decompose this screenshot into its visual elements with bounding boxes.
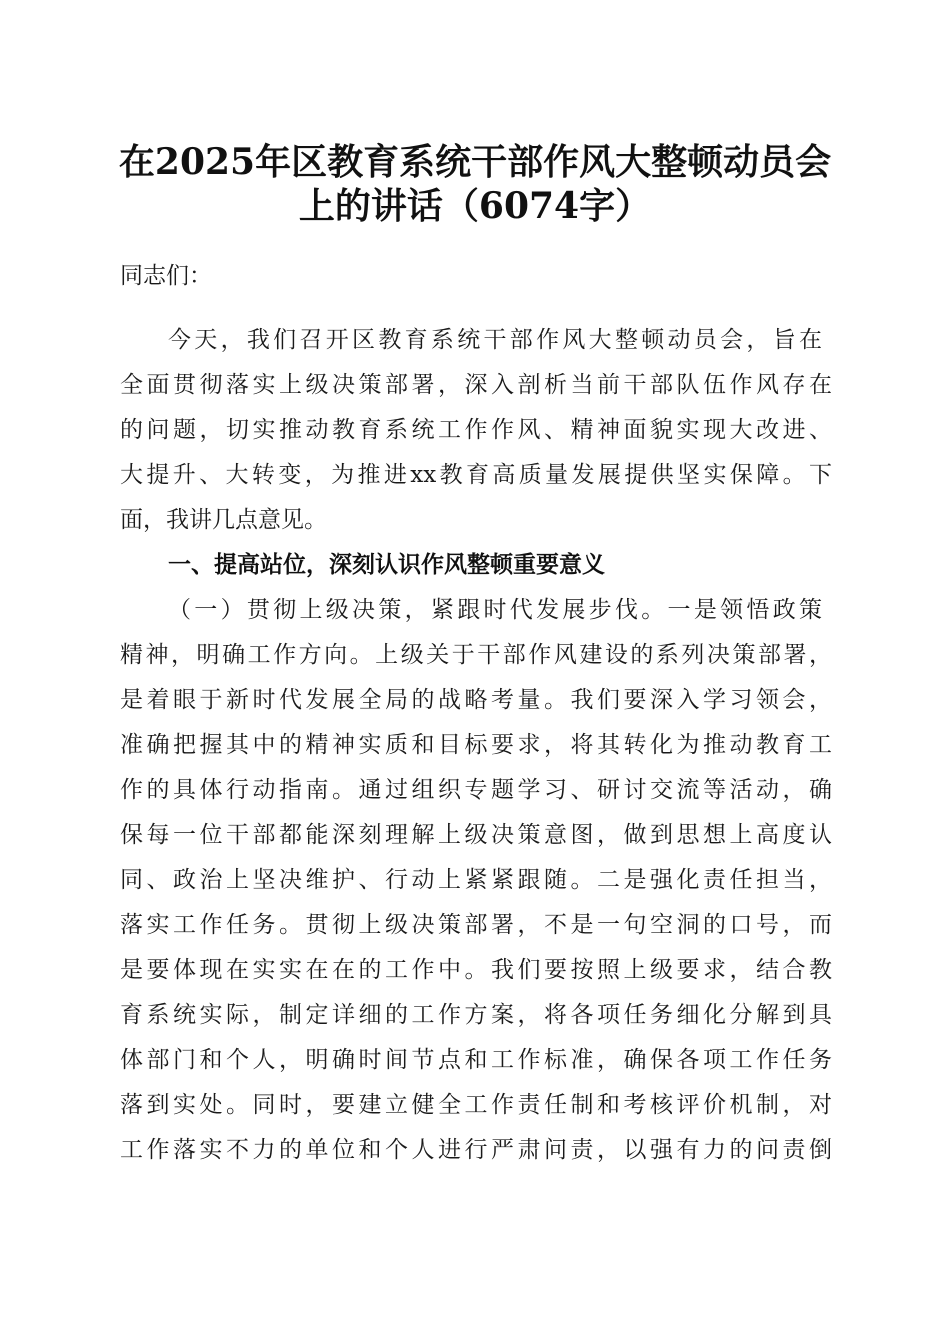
- body-line: 准确把握其中的精神实质和目标要求，将其转化为推动教育工: [120, 732, 832, 758]
- body-line: 作的具体行动指南。通过组织专题学习、研讨交流等活动，确: [120, 777, 832, 803]
- body-line: 工作落实不力的单位和个人进行严肃问责，以强有力的问责倒: [120, 1137, 832, 1163]
- body-line: 是着眼于新时代发展全局的战略考量。我们要深入学习领会，: [120, 687, 832, 713]
- body-line: 保每一位干部都能深刻理解上级决策意图，做到思想上高度认: [120, 822, 832, 848]
- body-line: 育系统实际，制定详细的工作方案，将各项任务细化分解到具: [120, 1002, 832, 1028]
- body-line: 体部门和个人，明确时间节点和工作标准，确保各项工作任务: [120, 1047, 832, 1073]
- body-line: 落实工作任务。贯彻上级决策部署，不是一句空洞的口号，而: [120, 912, 832, 938]
- body-line: （一）贯彻上级决策，紧跟时代发展步伐。一是领悟政策: [168, 597, 822, 623]
- body-line: 是要体现在实实在在的工作中。我们要按照上级要求，结合教: [120, 957, 832, 983]
- intro-line: 今天，我们召开区教育系统干部作风大整顿动员会，旨在: [168, 327, 822, 353]
- body-line: 同、政治上坚决维护、行动上紧紧跟随。二是强化责任担当，: [120, 867, 832, 893]
- intro-line: 大提升、大转变，为推进xx教育高质量发展提供坚实保障。下: [120, 462, 832, 488]
- intro-line: 全面贯彻落实上级决策部署，深入剖析当前干部队伍作风存在: [120, 372, 832, 398]
- document-title-line-1: 在2025年区教育系统干部作风大整顿动员会: [118, 141, 832, 183]
- document-title-line-2: 上的讲话（6074字）: [298, 185, 652, 227]
- section-heading: 一、提高站位，深刻认识作风整顿重要意义: [168, 552, 605, 578]
- intro-line: 的问题，切实推动教育系统工作作风、精神面貌实现大改进、: [120, 417, 832, 443]
- intro-line: 面，我讲几点意见。: [120, 507, 327, 533]
- body-line: 落到实处。同时，要建立健全工作责任制和考核评价机制，对: [120, 1092, 832, 1118]
- body-line: 精神，明确工作方向。上级关于干部作风建设的系列决策部署，: [120, 642, 832, 668]
- salutation: 同志们：: [120, 263, 212, 289]
